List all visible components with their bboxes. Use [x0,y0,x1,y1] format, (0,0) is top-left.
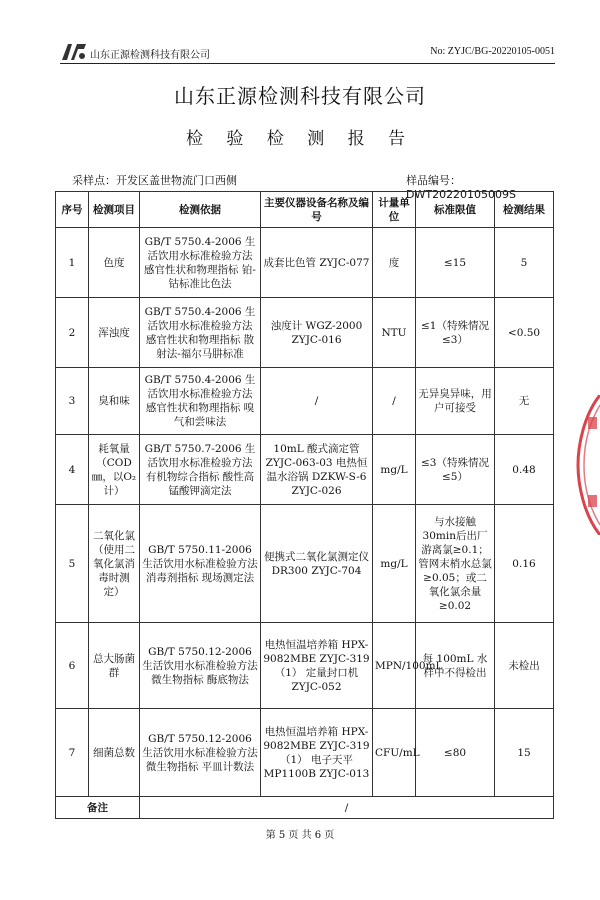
row-item: 色度 [89,228,140,298]
row-instrument: 浊度计 WGZ-2000 ZYJC-016 [261,298,373,368]
row-item: 耗氧量（COD㎜，以O₂计） [89,435,140,505]
header-cell: 检测依据 [140,192,261,228]
company-logo-icon [60,40,88,62]
row-limit: ≤1（特殊情况≤3） [416,298,495,368]
report-number: No: ZYJC/BG-20220105-0051 [430,46,555,57]
report-title: 检 验 检 测 报 告 [185,129,415,149]
row-item: 细菌总数 [89,709,140,797]
table-row [56,368,554,435]
table-row [56,435,554,505]
company-title: 山东正源检测科技有限公司 [174,84,426,108]
row-unit: / [373,368,416,435]
row-limit: ≤3（特殊情况≤5） [416,435,495,505]
row-no: 6 [56,623,89,709]
sample-number: 样品编号：DWT20220105009S [406,174,517,201]
row-result: 0.16 [495,505,554,623]
row-no: 3 [56,368,89,435]
sample-point: 采样点：开发区盖世物流门口西侧 [72,174,237,187]
row-unit: mg/L [373,435,416,505]
remarks-label: 备注 [56,797,140,819]
row-limit: ≤15 [416,228,495,298]
row-result: 0.48 [495,435,554,505]
table-row [56,709,554,797]
row-basis: GB/T 5750.4-2006 生活饮用水标准检验方法 感官性状和物理指标 散射法-福尔马肼标准 [140,298,261,368]
remarks-row [56,797,554,819]
sample-meta [72,172,542,201]
row-instrument: 便携式二氧化氯测定仪 DR300 ZYJC-704 [261,505,373,623]
row-limit: 每 100mL 水样中不得检出 [416,623,495,709]
row-limit: 无异臭异味，用户可接受 [416,368,495,435]
row-instrument: 电热恒温培养箱 HPX-9082MBE ZYJC-319（1） 电子天平 MP1100B ZYJC-013 [261,709,373,797]
row-item: 臭和味 [89,368,140,435]
row-result: 无 [495,368,554,435]
row-basis: GB/T 5750.4-2006 生活饮用水标准检验方法 感官性状和物理指标 嗅气和尝味法 [140,368,261,435]
row-no: 7 [56,709,89,797]
row-instrument: 10mL 酸式滴定管 ZYJC-063-03 电热恒温水浴锅 DZKW-S-6 ZYJC-026 [261,435,373,505]
page-footer: 第 5 页 共 6 页 [265,830,335,841]
row-limit: ≤80 [416,709,495,797]
table-row [56,298,554,368]
table-row [56,505,554,623]
table-row [56,623,554,709]
row-unit: MPN/100mL [373,623,416,709]
row-unit: NTU [373,298,416,368]
row-no: 1 [56,228,89,298]
header-cell: 检测项目 [89,192,140,228]
header-cell: 主要仪器设备名称及编号 [261,192,373,228]
row-result: 5 [495,228,554,298]
seal-stamp-icon [574,395,600,535]
row-unit: CFU/mL [373,709,416,797]
row-item: 浑浊度 [89,298,140,368]
row-no: 4 [56,435,89,505]
table-row [56,228,554,298]
header-cell: 计量单位 [373,192,416,228]
header-company-name: 山东正源检测科技有限公司 [90,50,210,61]
row-basis: GB/T 5750.12-2006 生活饮用水标准检验方法 微生物指标 平皿计数法 [140,709,261,797]
row-basis: GB/T 5750.11-2006 生活饮用水标准检验方法 消毒剂指标 现场测定法 [140,505,261,623]
row-result: 未检出 [495,623,554,709]
header-cell: 序号 [56,192,89,228]
row-result: <0.50 [495,298,554,368]
page-header [60,40,555,64]
row-instrument: 成套比色管 ZYJC-077 [261,228,373,298]
row-no: 5 [56,505,89,623]
row-basis: GB/T 5750.4-2006 生活饮用水标准检验方法 感官性状和物理指标 铂-钴标准比色法 [140,228,261,298]
header-divider [60,63,555,64]
row-basis: GB/T 5750.12-2006 生活饮用水标准检验方法 微生物指标 酶底物法 [140,623,261,709]
results-table [55,191,554,819]
row-item: 总大肠菌群 [89,623,140,709]
row-unit: mg/L [373,505,416,623]
table-header-row [56,192,554,228]
row-basis: GB/T 5750.7-2006 生活饮用水标准检验方法 有机物综合指标 酸性高锰酸钾滴定法 [140,435,261,505]
row-instrument: / [261,368,373,435]
row-limit: 与水接触30min后出厂游离氯≥0.1；管网末梢水总氯≥0.05；或二氧化氯余量≥0.02 [416,505,495,623]
row-item: 二氧化氯（使用二氧化氯消毒时测定） [89,505,140,623]
row-result: 15 [495,709,554,797]
row-instrument: 电热恒温培养箱 HPX-9082MBE ZYJC-319（1） 定量封口机 ZYJC-052 [261,623,373,709]
row-unit: 度 [373,228,416,298]
row-no: 2 [56,298,89,368]
header-cell: 标准限值 [416,192,495,228]
header-cell: 检测结果 [495,192,554,228]
remarks-value: / [140,797,554,819]
